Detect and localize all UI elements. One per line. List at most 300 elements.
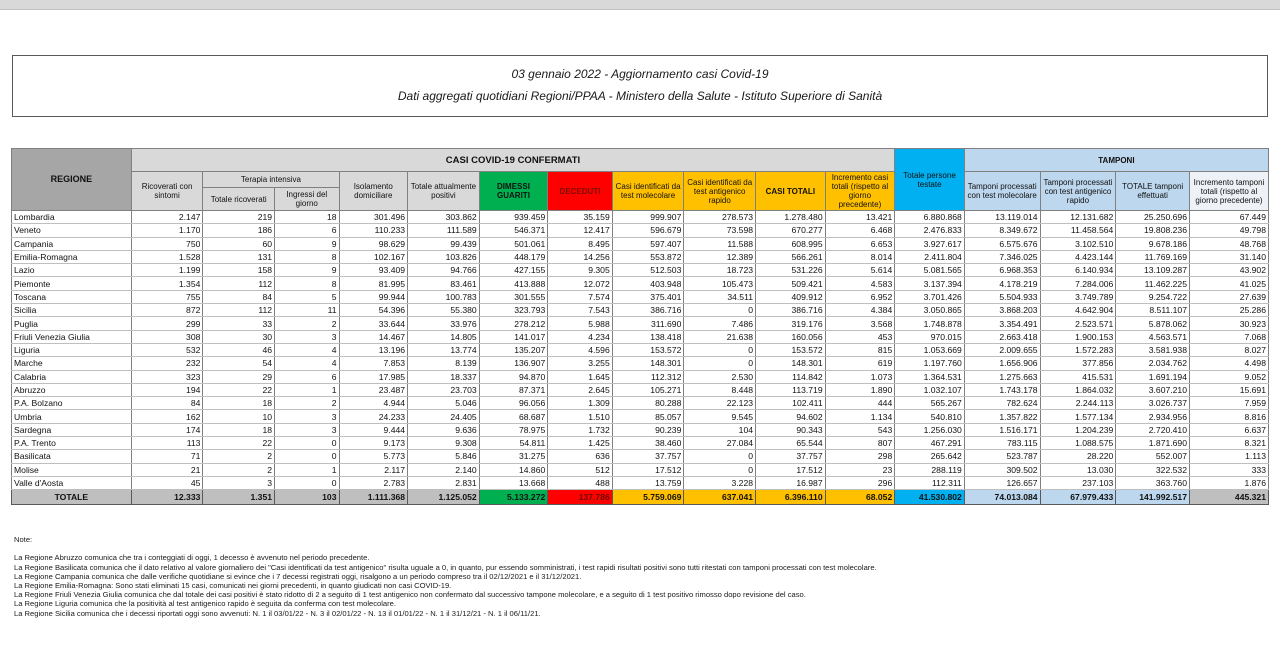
table-cell: 509.421	[756, 277, 826, 290]
table-cell: 565.267	[895, 397, 965, 410]
table-cell: 319.176	[756, 317, 826, 330]
table-cell: 9.173	[339, 437, 408, 450]
table-cell: 386.716	[612, 304, 684, 317]
region-name-cell: Umbria	[12, 410, 132, 423]
table-cell: 22	[203, 437, 275, 450]
totale-value-cell: 1.125.052	[408, 490, 480, 505]
table-cell: 5.773	[339, 450, 408, 463]
table-cell: 9	[275, 264, 339, 277]
table-row	[12, 264, 1269, 277]
table-cell: 23.487	[339, 383, 408, 396]
totale-value-cell: 103	[275, 490, 339, 505]
table-cell: 5.046	[408, 397, 480, 410]
table-cell: 375.401	[612, 290, 684, 303]
table-row	[12, 290, 1269, 303]
table-cell: 13.119.014	[964, 211, 1040, 224]
table-cell: 512.503	[612, 264, 684, 277]
table-cell: 102.411	[756, 397, 826, 410]
window-top-strip	[0, 0, 1280, 10]
table-cell: 4.642.904	[1040, 304, 1116, 317]
table-cell: 6.952	[825, 290, 895, 303]
table-cell: 333	[1189, 463, 1268, 476]
region-name-cell: Liguria	[12, 343, 132, 356]
table-cell: 3.568	[825, 317, 895, 330]
group-header-tamponi: TAMPONI	[964, 149, 1268, 172]
region-name-cell: Friuli Venezia Giulia	[12, 330, 132, 343]
table-cell: 3	[275, 330, 339, 343]
table-cell: 8.321	[1189, 437, 1268, 450]
table-cell: 783.115	[964, 437, 1040, 450]
table-cell: 138.418	[612, 330, 684, 343]
table-cell: 409.912	[756, 290, 826, 303]
region-name-cell: Abruzzo	[12, 383, 132, 396]
table-cell: 413.888	[479, 277, 548, 290]
totale-value-cell: 445.321	[1189, 490, 1268, 505]
table-row	[12, 397, 1269, 410]
table-cell: 288.119	[895, 463, 965, 476]
table-cell: 308	[131, 330, 203, 343]
table-cell: 27.639	[1189, 290, 1268, 303]
table-cell: 7.068	[1189, 330, 1268, 343]
region-name-cell: Sicilia	[12, 304, 132, 317]
table-cell: 2.411.804	[895, 250, 965, 263]
table-cell: 1.113	[1189, 450, 1268, 463]
table-cell: 96.056	[479, 397, 548, 410]
table-cell: 49.798	[1189, 224, 1268, 237]
table-cell: 29	[203, 370, 275, 383]
table-cell: 111.589	[408, 224, 480, 237]
table-cell: 131	[203, 250, 275, 263]
table-cell: 112.311	[895, 476, 965, 489]
table-cell: 0	[275, 450, 339, 463]
table-cell: 1.691.194	[1116, 370, 1190, 383]
region-name-cell: Piemonte	[12, 277, 132, 290]
table-cell: 12.389	[684, 250, 756, 263]
table-cell: 2.663.418	[964, 330, 1040, 343]
table-cell: 13.196	[339, 343, 408, 356]
table-cell: 18	[203, 397, 275, 410]
table-cell: 467.291	[895, 437, 965, 450]
table-cell: 807	[825, 437, 895, 450]
report-title-line2: Dati aggregati quotidiani Regioni/PPAA - Ministero della Salute - Istituto Superiore di Sanità	[397, 89, 883, 103]
table-cell: 2	[275, 317, 339, 330]
table-cell: 27.084	[684, 437, 756, 450]
table-cell: 12.417	[548, 224, 612, 237]
table-cell: 162	[131, 410, 203, 423]
region-name-cell: Toscana	[12, 290, 132, 303]
table-cell: 6	[275, 370, 339, 383]
table-cell: 94.766	[408, 264, 480, 277]
region-name-cell: Calabria	[12, 370, 132, 383]
table-cell: 174	[131, 423, 203, 436]
table-cell: 0	[684, 304, 756, 317]
table-cell: 13.109.287	[1116, 264, 1190, 277]
table-cell: 9.254.722	[1116, 290, 1190, 303]
table-cell: 112	[203, 304, 275, 317]
totale-value-cell: 1.111.368	[339, 490, 408, 505]
table-cell: 160.056	[756, 330, 826, 343]
table-cell: 73.598	[684, 224, 756, 237]
table-cell: 54.396	[339, 304, 408, 317]
table-cell: 750	[131, 237, 203, 250]
table-cell: 6.880.868	[895, 211, 965, 224]
table-cell: 136.907	[479, 357, 548, 370]
table-row	[12, 463, 1269, 476]
table-cell: 5.504.933	[964, 290, 1040, 303]
region-name-cell: Campania	[12, 237, 132, 250]
totale-value-cell: 5.759.069	[612, 490, 684, 505]
table-cell: 2.147	[131, 211, 203, 224]
table-cell: 1.528	[131, 250, 203, 263]
table-cell: 17.985	[339, 370, 408, 383]
table-cell: 41.025	[1189, 277, 1268, 290]
table-cell: 303.862	[408, 211, 480, 224]
table-cell: 237.103	[1040, 476, 1116, 489]
table-cell: 14.805	[408, 330, 480, 343]
region-name-cell: Emilia-Romagna	[12, 250, 132, 263]
table-cell: 94.602	[756, 410, 826, 423]
table-cell: 8.511.107	[1116, 304, 1190, 317]
table-cell: 552.007	[1116, 450, 1190, 463]
table-cell: 1.510	[548, 410, 612, 423]
table-cell: 9.678.186	[1116, 237, 1190, 250]
table-cell: 4.178.219	[964, 277, 1040, 290]
totale-value-cell: 141.992.517	[1116, 490, 1190, 505]
table-cell: 18	[275, 211, 339, 224]
table-cell: 7.543	[548, 304, 612, 317]
region-name-cell: Basilicata	[12, 450, 132, 463]
column-header-attualmente-positivi: Totale attualmente positivi	[408, 172, 480, 211]
table-cell: 35.159	[548, 211, 612, 224]
table-cell: 65.544	[756, 437, 826, 450]
totale-value-cell: 74.013.084	[964, 490, 1040, 505]
table-cell: 3.102.510	[1040, 237, 1116, 250]
table-cell: 153.572	[612, 343, 684, 356]
table-cell: 4	[275, 357, 339, 370]
table-cell: 25.286	[1189, 304, 1268, 317]
table-cell: 94.870	[479, 370, 548, 383]
table-cell: 19.808.236	[1116, 224, 1190, 237]
table-cell: 114.842	[756, 370, 826, 383]
table-cell: 24.405	[408, 410, 480, 423]
totale-value-cell: 637.041	[684, 490, 756, 505]
table-cell: 2	[203, 450, 275, 463]
table-cell: 6.653	[825, 237, 895, 250]
table-cell: 2.523.571	[1040, 317, 1116, 330]
table-cell: 55.380	[408, 304, 480, 317]
table-cell: 1	[275, 383, 339, 396]
table-cell: 1.876	[1189, 476, 1268, 489]
region-name-cell: Lombardia	[12, 211, 132, 224]
table-cell: 4.563.571	[1116, 330, 1190, 343]
table-cell: 110.233	[339, 224, 408, 237]
table-cell: 31.140	[1189, 250, 1268, 263]
table-cell: 104	[684, 423, 756, 436]
table-cell: 8.448	[684, 383, 756, 396]
table-cell: 301.496	[339, 211, 408, 224]
table-cell: 782.624	[964, 397, 1040, 410]
table-cell: 1.425	[548, 437, 612, 450]
table-row	[12, 410, 1269, 423]
table-cell: 278.573	[684, 211, 756, 224]
table-cell: 323.793	[479, 304, 548, 317]
table-cell: 24.233	[339, 410, 408, 423]
table-cell: 1.357.822	[964, 410, 1040, 423]
table-cell: 670.277	[756, 224, 826, 237]
table-cell: 219	[203, 211, 275, 224]
column-header-ricoverati: Ricoverati con sintomi	[131, 172, 203, 211]
table-cell: 30.923	[1189, 317, 1268, 330]
table-cell: 3.050.865	[895, 304, 965, 317]
table-cell: 135.207	[479, 343, 548, 356]
table-cell: 0	[684, 463, 756, 476]
table-cell: 566.261	[756, 250, 826, 263]
table-cell: 7.486	[684, 317, 756, 330]
table-cell: 43.902	[1189, 264, 1268, 277]
table-row	[12, 437, 1269, 450]
table-row	[12, 343, 1269, 356]
table-cell: 1.256.030	[895, 423, 965, 436]
table-cell: 1.073	[825, 370, 895, 383]
table-cell: 2.783	[339, 476, 408, 489]
table-cell: 10	[203, 410, 275, 423]
table-cell: 6.140.934	[1040, 264, 1116, 277]
table-cell: 2.645	[548, 383, 612, 396]
table-cell: 37.757	[756, 450, 826, 463]
table-cell: 37.757	[612, 450, 684, 463]
table-cell: 4.384	[825, 304, 895, 317]
table-cell: 427.155	[479, 264, 548, 277]
table-cell: 8.349.672	[964, 224, 1040, 237]
table-cell: 1.577.134	[1040, 410, 1116, 423]
table-cell: 1.890	[825, 383, 895, 396]
table-cell: 9.305	[548, 264, 612, 277]
totale-value-cell: 67.979.433	[1040, 490, 1116, 505]
table-cell: 98.629	[339, 237, 408, 250]
table-cell: 298	[825, 450, 895, 463]
region-name-cell: Molise	[12, 463, 132, 476]
table-cell: 3.228	[684, 476, 756, 489]
table-cell: 2.034.762	[1116, 357, 1190, 370]
table-cell: 1	[275, 463, 339, 476]
table-cell: 12.131.682	[1040, 211, 1116, 224]
table-cell: 232	[131, 357, 203, 370]
table-cell: 1.354	[131, 277, 203, 290]
table-cell: 45	[131, 476, 203, 489]
table-cell: 1.278.480	[756, 211, 826, 224]
table-cell: 105.473	[684, 277, 756, 290]
table-cell: 8	[275, 277, 339, 290]
table-cell: 1.871.690	[1116, 437, 1190, 450]
table-cell: 9.636	[408, 423, 480, 436]
table-cell: 105.271	[612, 383, 684, 396]
column-header-tamponi-antigenico: Tamponi processati con test antigenico rapido	[1040, 172, 1116, 211]
table-row	[12, 370, 1269, 383]
table-cell: 9.545	[684, 410, 756, 423]
table-cell: 1.204.239	[1040, 423, 1116, 436]
table-cell: 453	[825, 330, 895, 343]
table-cell: 1.732	[548, 423, 612, 436]
table-cell: 939.459	[479, 211, 548, 224]
table-cell: 2.117	[339, 463, 408, 476]
table-cell: 31.275	[479, 450, 548, 463]
table-cell: 4.583	[825, 277, 895, 290]
table-cell: 1.743.178	[964, 383, 1040, 396]
table-cell: 755	[131, 290, 203, 303]
table-cell: 100.783	[408, 290, 480, 303]
table-cell: 3.701.426	[895, 290, 965, 303]
region-name-cell: Lazio	[12, 264, 132, 277]
table-cell: 1.864.032	[1040, 383, 1116, 396]
table-cell: 1.364.531	[895, 370, 965, 383]
totale-value-cell: 137.786	[548, 490, 612, 505]
table-cell: 0	[684, 357, 756, 370]
table-row	[12, 211, 1269, 224]
table-cell: 11.462.225	[1116, 277, 1190, 290]
note-line: La Regione Campania comunica che dalle verifiche quotidiane si evince che i 7 decessi registrati oggi, risalgono a un periodo compreso tra il 02/12/2021 e il 31/12/2021.	[14, 571, 582, 581]
table-cell: 8.816	[1189, 410, 1268, 423]
table-cell: 999.907	[612, 211, 684, 224]
table-row	[12, 476, 1269, 489]
table-cell: 80.288	[612, 397, 684, 410]
table-cell: 158	[203, 264, 275, 277]
table-cell: 3.927.617	[895, 237, 965, 250]
note-line: La Regione Abruzzo comunica che tra i conteggiati di oggi, 1 decesso è avvenuto nel periodo precedente.	[14, 553, 370, 563]
table-cell: 377.856	[1040, 357, 1116, 370]
table-cell: 23.703	[408, 383, 480, 396]
table-cell: 0	[684, 343, 756, 356]
table-cell: 33.644	[339, 317, 408, 330]
table-cell: 25.250.696	[1116, 211, 1190, 224]
table-cell: 546.371	[479, 224, 548, 237]
table-cell: 81.995	[339, 277, 408, 290]
table-row	[12, 237, 1269, 250]
report-title-line1: 03 gennaio 2022 - Aggiornamento casi Covid-19	[511, 67, 769, 81]
column-header-deceduti: DECEDUTI	[548, 172, 612, 211]
totale-value-cell: 1.351	[203, 490, 275, 505]
table-cell: 33	[203, 317, 275, 330]
region-name-cell: Marche	[12, 357, 132, 370]
column-header-tamponi-totale: TOTALE tamponi effettuati	[1116, 172, 1190, 211]
table-cell: 4.596	[548, 343, 612, 356]
table-cell: 6.575.676	[964, 237, 1040, 250]
covid-data-table	[11, 148, 1269, 505]
table-cell: 16.987	[756, 476, 826, 489]
totale-value-cell: 12.333	[131, 490, 203, 505]
table-cell: 1.645	[548, 370, 612, 383]
table-cell: 194	[131, 383, 203, 396]
table-cell: 22	[203, 383, 275, 396]
table-cell: 87.371	[479, 383, 548, 396]
table-cell: 30	[203, 330, 275, 343]
table-cell: 448.179	[479, 250, 548, 263]
table-cell: 54	[203, 357, 275, 370]
table-cell: 323	[131, 370, 203, 383]
table-cell: 9.444	[339, 423, 408, 436]
table-cell: 444	[825, 397, 895, 410]
table-cell: 112	[203, 277, 275, 290]
column-header-regione: REGIONE	[12, 149, 132, 211]
table-cell: 2.476.833	[895, 224, 965, 237]
table-cell: 11.588	[684, 237, 756, 250]
table-body	[12, 211, 1269, 505]
table-cell: 3.026.737	[1116, 397, 1190, 410]
table-cell: 8	[275, 250, 339, 263]
table-cell: 7.284.006	[1040, 277, 1116, 290]
table-cell: 6.637	[1189, 423, 1268, 436]
totale-value-cell: 6.396.110	[756, 490, 826, 505]
table-cell: 68.687	[479, 410, 548, 423]
table-cell: 2.244.113	[1040, 397, 1116, 410]
table-cell: 512	[548, 463, 612, 476]
column-header-isolamento: Isolamento domiciliare	[339, 172, 408, 211]
table-row	[12, 383, 1269, 396]
table-cell: 608.995	[756, 237, 826, 250]
table-cell: 84	[131, 397, 203, 410]
table-cell: 7.853	[339, 357, 408, 370]
table-cell: 1.516.171	[964, 423, 1040, 436]
table-cell: 2	[203, 463, 275, 476]
table-cell: 3.137.394	[895, 277, 965, 290]
table-cell: 148.301	[756, 357, 826, 370]
table-cell: 93.409	[339, 264, 408, 277]
table-cell: 8.139	[408, 357, 480, 370]
note-line: La Regione Basilicata comunica che il dato relativo al valore giornaliero dei "Casi identificati da test antigenico" risulta uguale a 0, in quanto, pur essendo somministrati, i test rapidi risultati positivi sono tutti ritestati con tamponi processati con test molecolare.	[14, 562, 877, 572]
table-row	[12, 450, 1269, 463]
table-cell: 2.934.956	[1116, 410, 1190, 423]
column-header-incremento-tamponi: Incremento tamponi totali (rispetto al giorno precedente)	[1189, 172, 1268, 211]
table-cell: 6	[275, 224, 339, 237]
column-header-casi-antigenico: Casi identificati da test antigenico rapido	[684, 172, 756, 211]
notes-section	[14, 535, 1266, 618]
table-cell: 1.134	[825, 410, 895, 423]
table-cell: 2.831	[408, 476, 480, 489]
table-cell: 46	[203, 343, 275, 356]
table-cell: 9.052	[1189, 370, 1268, 383]
table-cell: 1.170	[131, 224, 203, 237]
table-cell: 523.787	[964, 450, 1040, 463]
table-cell: 5.988	[548, 317, 612, 330]
totale-label-cell: TOTALE	[12, 490, 132, 505]
table-cell: 13.774	[408, 343, 480, 356]
table-cell: 4.498	[1189, 357, 1268, 370]
table-cell: 34.511	[684, 290, 756, 303]
table-cell: 265.642	[895, 450, 965, 463]
table-cell: 33.976	[408, 317, 480, 330]
table-cell: 4.944	[339, 397, 408, 410]
table-cell: 3	[275, 423, 339, 436]
region-name-cell: Veneto	[12, 224, 132, 237]
table-cell: 7.959	[1189, 397, 1268, 410]
note-line: La Regione Emilia-Romagna: Sono stati eliminati 15 casi, comunicati nei giorni precedenti, in quanto giudicati non casi COVID-19.	[14, 581, 452, 591]
region-name-cell: Valle d'Aosta	[12, 476, 132, 489]
table-cell: 11.769.169	[1116, 250, 1190, 263]
table-cell: 13.759	[612, 476, 684, 489]
table-cell: 21.638	[684, 330, 756, 343]
table-cell: 54.811	[479, 437, 548, 450]
table-cell: 18.723	[684, 264, 756, 277]
note-line: La Regione Liguria comunica che la positività al test antigenico rapido è seguita da conferma con test molecolare.	[14, 599, 397, 609]
table-cell: 21	[131, 463, 203, 476]
table-cell: 872	[131, 304, 203, 317]
table-cell: 6.468	[825, 224, 895, 237]
table-cell: 415.531	[1040, 370, 1116, 383]
note-line: La Regione Friuli Venezia Giulia comunica che dal totale dei casi positivi è stato ridotto di 2 a seguito di 1 test antigenico non confermato dal successivo tampone molecolare, e a seguito di 1 test positivo rimosso dopo revisione del caso.	[14, 590, 806, 600]
column-header-dimessi-guariti: DIMESSI GUARITI	[479, 172, 548, 211]
table-cell: 9.308	[408, 437, 480, 450]
totale-value-cell: 5.133.272	[479, 490, 548, 505]
column-header-persone-testate: Totale persone testate	[895, 149, 965, 211]
